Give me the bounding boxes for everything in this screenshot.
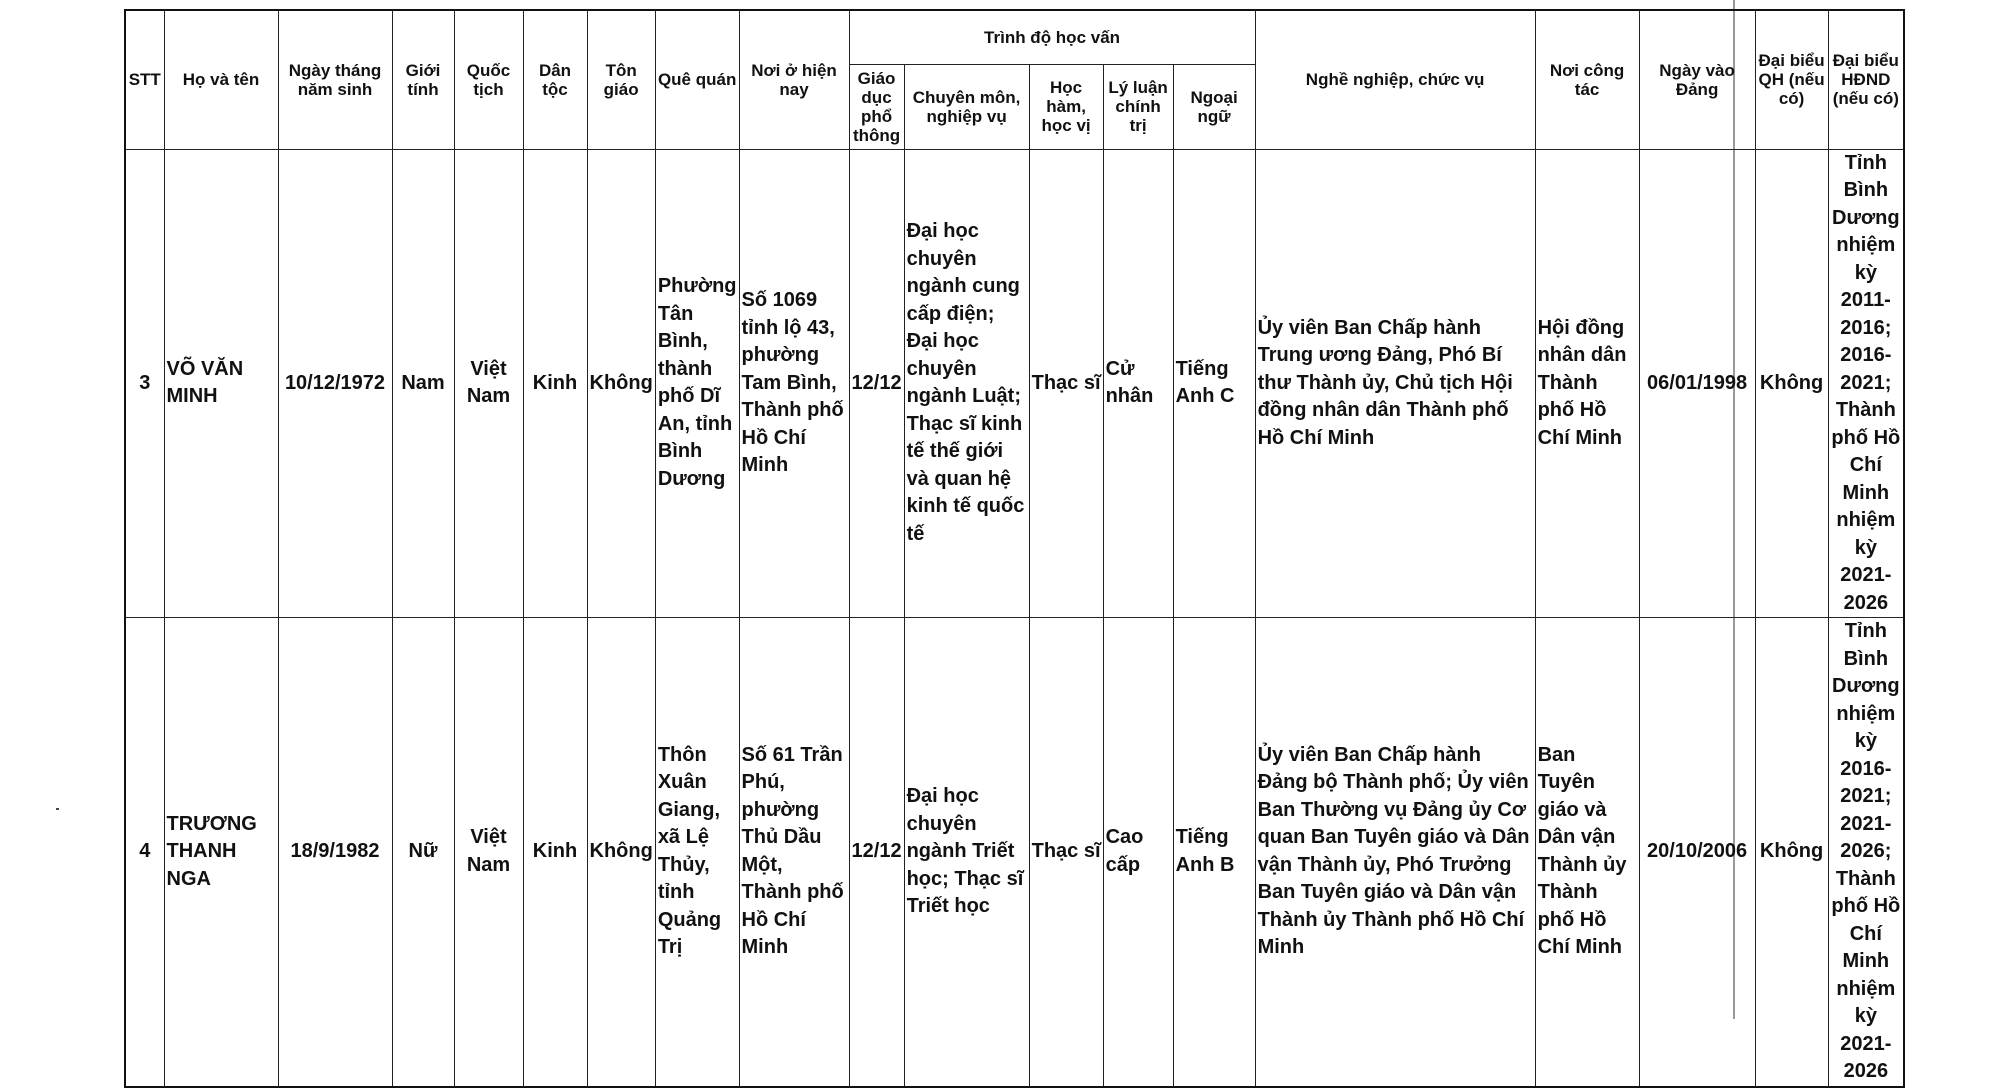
- header-quoc-tich: Quốc tịch: [454, 10, 523, 149]
- table-row: [125, 149, 1904, 618]
- cell-ngay-sinh: 18/9/1982: [278, 618, 392, 1087]
- cell-ngoai-ngu: Tiếng Anh B: [1173, 618, 1255, 1087]
- scan-mark-left: [56, 808, 59, 810]
- header-hoc-ham: Học hàm, học vị: [1029, 64, 1103, 149]
- cell-ngay-vao-dang: 20/10/2006: [1639, 618, 1755, 1087]
- table-row: [125, 618, 1904, 1087]
- cell-ly-luan: Cử nhân: [1103, 149, 1173, 618]
- cell-noi-o: Số 1069 tỉnh lộ 43, phường Tam Bình, Thành phố Hồ Chí Minh: [739, 149, 849, 618]
- cell-que-quan: Phường Tân Bình, thành phố Dĩ An, tỉnh Bình Dương: [655, 149, 739, 618]
- cell-ngay-vao-dang: 06/01/1998: [1639, 149, 1755, 618]
- cell-ngay-sinh: 10/12/1972: [278, 149, 392, 618]
- header-stt: STT: [125, 10, 164, 149]
- cell-chuyen-mon: Đại học chuyên ngành Triết học; Thạc sĩ Triết học: [904, 618, 1029, 1087]
- cell-dan-toc: Kinh: [523, 618, 587, 1087]
- cell-giao-duc: 12/12: [849, 149, 904, 618]
- cell-quoc-tich: Việt Nam: [454, 149, 523, 618]
- header-que-quan: Quê quán: [655, 10, 739, 149]
- header-dai-bieu-qh: Đại biểu QH (nếu có): [1755, 10, 1828, 149]
- header-ngay-vao-dang: Ngày vào Đảng: [1639, 10, 1755, 149]
- cell-chuyen-mon: Đại học chuyên ngành cung cấp điện; Đại học chuyên ngành Luật; Thạc sĩ kinh tế thế giới và quan hệ kinh tế quốc tế: [904, 149, 1029, 618]
- header-noi-cong-tac: Nơi công tác: [1535, 10, 1639, 149]
- header-trinh-do-group: Trình độ học vấn: [849, 10, 1255, 64]
- header-dan-toc: Dân tộc: [523, 10, 587, 149]
- header-dai-bieu-hdnd: Đại biểu HĐND (nếu có): [1828, 10, 1904, 149]
- cell-giao-duc: 12/12: [849, 618, 904, 1087]
- cell-stt: 3: [125, 149, 164, 618]
- cell-ton-giao: Không: [587, 149, 655, 618]
- cell-nghe-nghiep: Ủy viên Ban Chấp hành Đảng bộ Thành phố; Ủy viên Ban Thường vụ Đảng ủy Cơ quan Ban Tuyên giáo và Dân vận Thành ủy, Phó Trưởng Ban Tuyên giáo và Dân vận Thành ủy Thành phố Hồ Chí Minh: [1255, 618, 1535, 1087]
- cell-que-quan: Thôn Xuân Giang, xã Lệ Thủy, tỉnh Quảng Trị: [655, 618, 739, 1087]
- cell-ngoai-ngu: Tiếng Anh C: [1173, 149, 1255, 618]
- header-ton-giao: Tôn giáo: [587, 10, 655, 149]
- candidate-table: [124, 9, 1905, 1088]
- cell-ho-ten: TRƯƠNG THANH NGA: [164, 618, 278, 1087]
- cell-noi-cong-tac: Hội đồng nhân dân Thành phố Hồ Chí Minh: [1535, 149, 1639, 618]
- header-row-1: [125, 10, 1904, 64]
- header-ho-ten: Họ và tên: [164, 10, 278, 149]
- header-gioi-tinh: Giới tính: [392, 10, 454, 149]
- cell-gioi-tinh: Nam: [392, 149, 454, 618]
- cell-gioi-tinh: Nữ: [392, 618, 454, 1087]
- cell-noi-o: Số 61 Trần Phú, phường Thủ Dầu Một, Thành phố Hồ Chí Minh: [739, 618, 849, 1087]
- cell-dai-bieu-hdnd: Tỉnh Bình Dương nhiệm kỳ 2016-2021; 2021-2026; Thành phố Hồ Chí Minh nhiệm kỳ 2021-2026: [1828, 618, 1904, 1087]
- cell-hoc-ham: Thạc sĩ: [1029, 149, 1103, 618]
- cell-dai-bieu-qh: Không: [1755, 149, 1828, 618]
- cell-stt: 4: [125, 618, 164, 1087]
- header-ngay-sinh: Ngày tháng năm sinh: [278, 10, 392, 149]
- cell-dai-bieu-hdnd: Tỉnh Bình Dương nhiệm kỳ 2011-2016; 2016-2021; Thành phố Hồ Chí Minh nhiệm kỳ 2021-2026: [1828, 149, 1904, 618]
- header-noi-o: Nơi ở hiện nay: [739, 10, 849, 149]
- cell-ton-giao: Không: [587, 618, 655, 1087]
- cell-dan-toc: Kinh: [523, 149, 587, 618]
- header-nghe-nghiep: Nghề nghiệp, chức vụ: [1255, 10, 1535, 149]
- header-giao-duc: Giáo dục phổ thông: [849, 64, 904, 149]
- cell-ho-ten: VÕ VĂN MINH: [164, 149, 278, 618]
- cell-quoc-tich: Việt Nam: [454, 618, 523, 1087]
- cell-ly-luan: Cao cấp: [1103, 618, 1173, 1087]
- header-ly-luan: Lý luận chính trị: [1103, 64, 1173, 149]
- header-chuyen-mon: Chuyên môn, nghiệp vụ: [904, 64, 1029, 149]
- cell-nghe-nghiep: Ủy viên Ban Chấp hành Trung ương Đảng, Phó Bí thư Thành ủy, Chủ tịch Hội đồng nhân dân Thành phố Hồ Chí Minh: [1255, 149, 1535, 618]
- cell-dai-bieu-qh: Không: [1755, 618, 1828, 1087]
- cell-hoc-ham: Thạc sĩ: [1029, 618, 1103, 1087]
- cell-noi-cong-tac: Ban Tuyên giáo và Dân vận Thành ủy Thành phố Hồ Chí Minh: [1535, 618, 1639, 1087]
- header-ngoai-ngu: Ngoại ngữ: [1173, 64, 1255, 149]
